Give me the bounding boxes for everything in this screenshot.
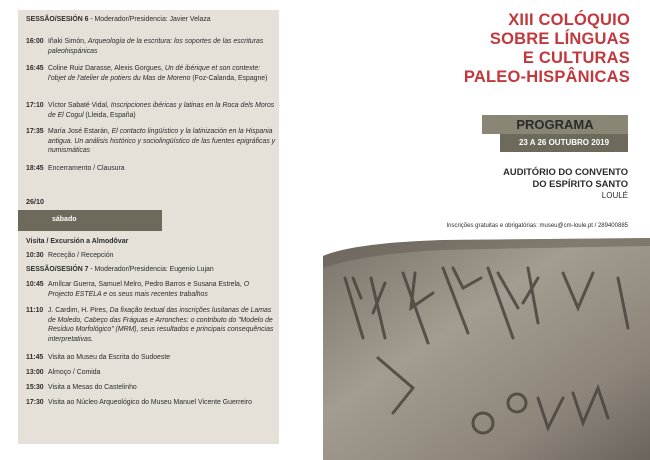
- entry-authors: Víctor Sabaté Vidal,: [48, 102, 109, 109]
- schedule-entry: [26, 127, 276, 156]
- visit-title: Visita / Excursión a Almodôvar: [26, 238, 129, 245]
- schedule-entry: [26, 251, 276, 261]
- registration-info: Inscrições gratuitas e obrigatórias: museu@cm-loule.pt / 289400885: [446, 223, 628, 229]
- entry-description: Visita a Mesas do Castelinho: [48, 384, 137, 391]
- entry-time: 17:10: [26, 102, 44, 109]
- entry-authors: María José Estarán,: [48, 128, 110, 135]
- entry-authors: Coline Ruiz Darasse, Alexis Gorgues,: [48, 65, 163, 72]
- title-line: XIII COLÓQUIO: [508, 11, 630, 29]
- entry-time: 18:45: [26, 165, 44, 172]
- schedule-entry: [26, 164, 276, 174]
- colloquium-title: [420, 11, 630, 87]
- entry-time: 13:00: [26, 369, 44, 376]
- schedule-entry: [26, 398, 276, 408]
- entry-title: Un dé ibérique et son contexte: l'objet de l'atelier de potiers du Mas de Moreno: [48, 65, 261, 82]
- entry-description: Visita ao Museu da Escrita do Sudoeste: [48, 354, 171, 361]
- schedule-entry: [26, 306, 276, 344]
- schedule-entry: [26, 64, 276, 83]
- entry-description: Visita ao Núcleo Arqueológico do Museu Manuel Vicente Guerreiro: [48, 399, 252, 406]
- entry-time: 10:45: [26, 281, 44, 288]
- entry-time: 16:45: [26, 65, 44, 72]
- entry-title: Arqueología de la escritura: los soportes de las escrituras paleohispánicas: [48, 38, 264, 55]
- venue-line: DO ESPÍRITO SANTO: [532, 178, 628, 189]
- session-7-label: SESSÃO/SESIÓN 7: [26, 266, 89, 273]
- session-7-heading: [26, 266, 214, 273]
- session-6-moderator: - Moderador/Presidencia: Javier Velaza: [88, 16, 211, 23]
- entry-title: El contacto lingüístico y la latinización en la Hispania antigua. Un análisis histórico y sociolingüístico de las fuentes epigráficas y numismáticas: [48, 128, 276, 155]
- inscribed-stone-image: [323, 238, 650, 460]
- entry-time: 17:35: [26, 128, 44, 135]
- day-name-bar: [18, 210, 162, 231]
- session-6-label: SESSÃO/SESIÓN 6: [26, 16, 89, 23]
- programa-banner: [482, 115, 628, 134]
- session-6-heading: [26, 16, 211, 23]
- entry-time: 10:30: [26, 252, 44, 259]
- schedule-entry: [26, 368, 276, 378]
- town: LOULÉ: [601, 191, 628, 200]
- entry-rest: (Lleida, España): [83, 111, 136, 119]
- entry-description: Almoço / Comida: [48, 369, 101, 376]
- programa-label: PROGRAMA: [516, 117, 594, 132]
- title-line: E CULTURAS: [522, 49, 630, 67]
- dates-banner: [500, 134, 628, 152]
- entry-time: 11:10: [26, 307, 44, 314]
- day2-date: 26/10: [26, 197, 44, 206]
- entry-time: 15:30: [26, 384, 44, 391]
- date-bar: [18, 193, 279, 210]
- entry-rest: (Foz-Calanda, Espagne): [190, 74, 268, 82]
- schedule-entry: [26, 37, 276, 56]
- schedule-entry: [26, 353, 276, 363]
- entry-description: Encerramento / Clausura: [48, 165, 125, 172]
- entry-description: Receção / Recepción: [48, 252, 114, 259]
- title-line: PALEO-HISPÂNICAS: [463, 68, 630, 86]
- entry-time: 16:00: [26, 38, 44, 45]
- event-dates: 23 A 26 OUTUBRO 2019: [518, 138, 610, 147]
- venue: [420, 166, 628, 190]
- entry-authors: Amílcar Guerra, Samuel Melro, Pedro Barros e Susana Estrela,: [48, 281, 242, 288]
- venue-line: AUDITÓRIO DO CONVENTO: [503, 166, 628, 177]
- entry-authors: Iñaki Simón,: [48, 38, 86, 45]
- day2-name: sábado: [52, 216, 77, 223]
- schedule-entry: [26, 101, 276, 120]
- entry-title: Inscripciones ibéricas y latinas en la Roca dels Moros de El Cogul: [48, 102, 275, 119]
- entry-time: 17:30: [26, 399, 44, 406]
- entry-time: 11:45: [26, 354, 44, 361]
- entry-title: O Projecto ESTELA e os seus mais recentes trabalhos: [48, 281, 250, 298]
- schedule-entry: [26, 383, 276, 393]
- entry-title: Da fixação textual das inscrições lusitanas de Lamas de Moledo, Cabeço das Fráguas e Arronches: o contributo do "Modelo de Resíduo Morfológico" (MRM), seus resultados e principais consequências interpretativas.: [48, 307, 274, 343]
- schedule-entry: [26, 280, 276, 299]
- title-line: SOBRE LÍNGUAS: [489, 30, 630, 48]
- entry-authors: J. Cardim, H. Pires,: [48, 307, 108, 314]
- session-7-moderator: - Moderador/Presidencia: Eugenio Lujan: [88, 266, 214, 273]
